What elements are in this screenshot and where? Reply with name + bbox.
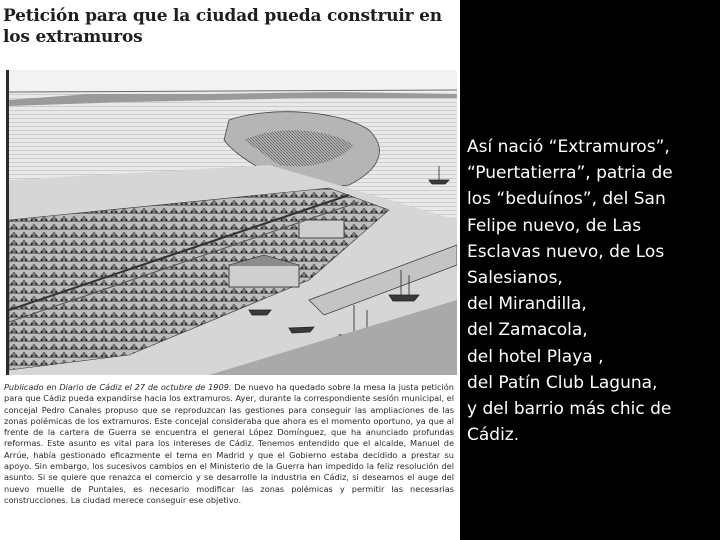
slide-line: Salesianos,	[467, 268, 563, 289]
slide-line: del Patín Club Laguna,	[467, 372, 658, 393]
slide-line: del Mirandilla,	[467, 294, 587, 315]
slide-text-block	[467, 134, 717, 448]
caption-body: De nuevo ha quedado sobre la mesa la justa petición para que Cádiz pueda expandirse hacia los extramuros. Ayer, durante la correspondiente sesión municipal, el concejal Pedro Canales propuso que se reproduzcan las gestiones para conseguir las ampliaciones de las zonas polémicas de los extramuros. Este concejal consideraba que ahora es el momento oportuno, ya que al frente de la cartera de Guerra se encuentra el general López Domínguez, que ha anunciado profundas reformas. Este asunto es vital para los intereses de Cádiz. Tenemos entendido que el alcalde, Manuel de Arrúe, había gestionado eficazmente el tema en Madrid y que el Gobierno estaba decidido a prestar su apoyo. Sin embargo, los sucesivos cambios en el Ministerio de la Guerra han impedido la feliz resolución del asunto. Si se quiere que renazca el comercio y se desarrolle la industria en Cádiz, si deseamos el auge del nuevo muelle de Puntales, es necesario modificar las zonas polémicas y permitir las necesarias construcciones. La ciudad merece conseguir ese objetivo.	[4, 382, 454, 505]
slide-line: del hotel Playa ,	[467, 346, 604, 367]
slide-line: del Zamacola,	[467, 320, 588, 341]
slide-line: Así nació “Extramuros”,	[467, 137, 670, 157]
engraving-illustration	[6, 70, 457, 375]
slide-line: Esclavas nuevo, de Los	[467, 241, 665, 262]
slide-line: “Puertatierra”, patria de	[467, 163, 673, 184]
slide-line: los “beduínos”, del San	[467, 189, 666, 210]
slide-line: Felipe nuevo, de Las	[467, 215, 642, 236]
slide-line: y del barrio más chic de	[467, 399, 672, 420]
clipping-headline: Petición para que la ciudad pueda construir en los extramuros	[3, 6, 442, 47]
caption-source: Publicado en Diario de Cádiz el 27 de octubre de 1909.	[4, 382, 232, 392]
clipping-caption	[4, 382, 454, 506]
slide-line: Cádiz.	[467, 425, 520, 446]
